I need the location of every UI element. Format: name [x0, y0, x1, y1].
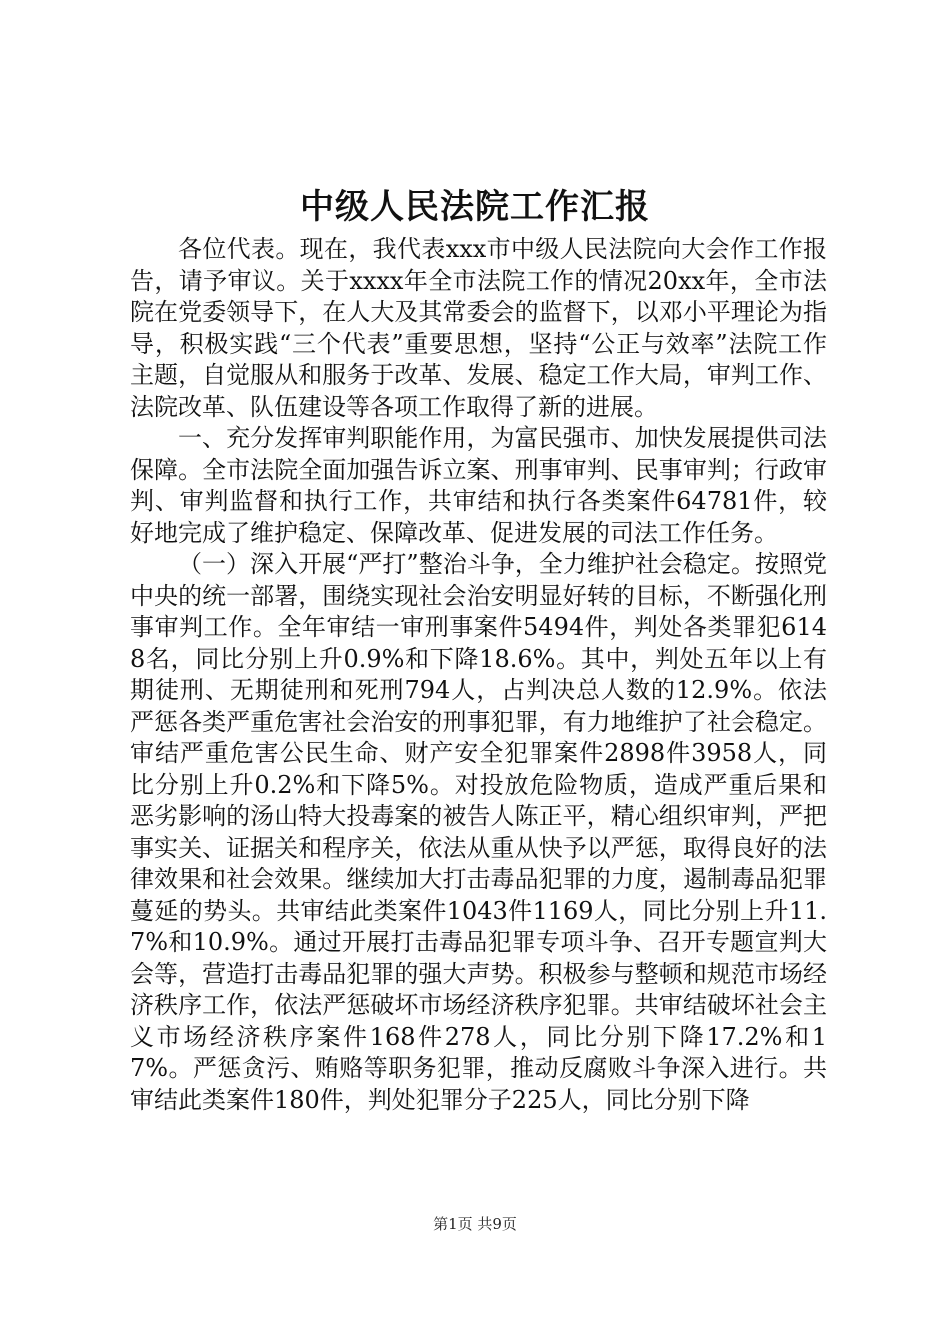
- page-number-footer: 第1页 共9页: [433, 1215, 517, 1233]
- document-body: [130, 234, 827, 1116]
- paragraph-section-one: 一、充分发挥审判职能作用，为富民强市、加快发展提供司法保障。全市法院全面加强告诉立案、刑事审判、民事审判；行政审判、审判监督和执行工作，共审结和执行各类案件64781件，较好地完成了维护稳定、保障改革、促进发展的司法工作任务。: [130, 424, 827, 547]
- document-title: 中级人民法院工作汇报: [300, 187, 650, 227]
- paragraph-subsection-one: （一）深入开展“严打”整治斗争，全力维护社会稳定。按照党中央的统一部署，围绕实现社会治安明显好转的目标，不断强化刑事审判工作。全年审结一审刑事案件5494件，判处各类罪犯6148名，同比分别上升0.9%和下降18.6%。其中，判处五年以上有期徒刑、无期徒刑和死刑794人，占判决总人数的12.9%。依法严惩各类严重危害社会治安的刑事犯罪，有力地维护了社会稳定。审结严重危害公民生命、财产安全犯罪案件2898件3958人，同比分别上升0.2%和下降5%。对投放危险物质，造成严重后果和恶劣影响的汤山特大投毒案的被告人陈正平，精心组织审判，严把事实关、证据关和程序关，依法从重从快予以严惩，取得良好的法律效果和社会效果。继续加大打击毒品犯罪的力度，遏制毒品犯罪蔓延的势头。共审结此类案件1043件1169人，同比分别上升11.7%和10.9%。通过开展打击毒品犯罪专项斗争、召开专题宣判大会等，营造打击毒品犯罪的强大声势。积极参与整顿和规范市场经济秩序工作，依法严惩破坏市场经济秩序犯罪。共审结破坏社会主义市场经济秩序案件168件278人，同比分别下降17.2%和17%。严惩贪污、贿赂等职务犯罪，推动反腐败斗争深入进行。共审结此类案件180件，判处犯罪分子225人，同比分别下降: [130, 550, 827, 1114]
- paragraph-intro: 各位代表。现在，我代表xxx市中级人民法院向大会作工作报告，请予审议。关于xxxx年全市法院工作的情况20xx年，全市法院在党委领导下，在人大及其常委会的监督下，以邓小平理论为指导，积极实践“三个代表”重要思想，坚持“公正与效率”法院工作主题，自觉服从和服务于改革、发展、稳定工作大局，审判工作、法院改革、队伍建设等各项工作取得了新的进展。: [130, 235, 827, 421]
